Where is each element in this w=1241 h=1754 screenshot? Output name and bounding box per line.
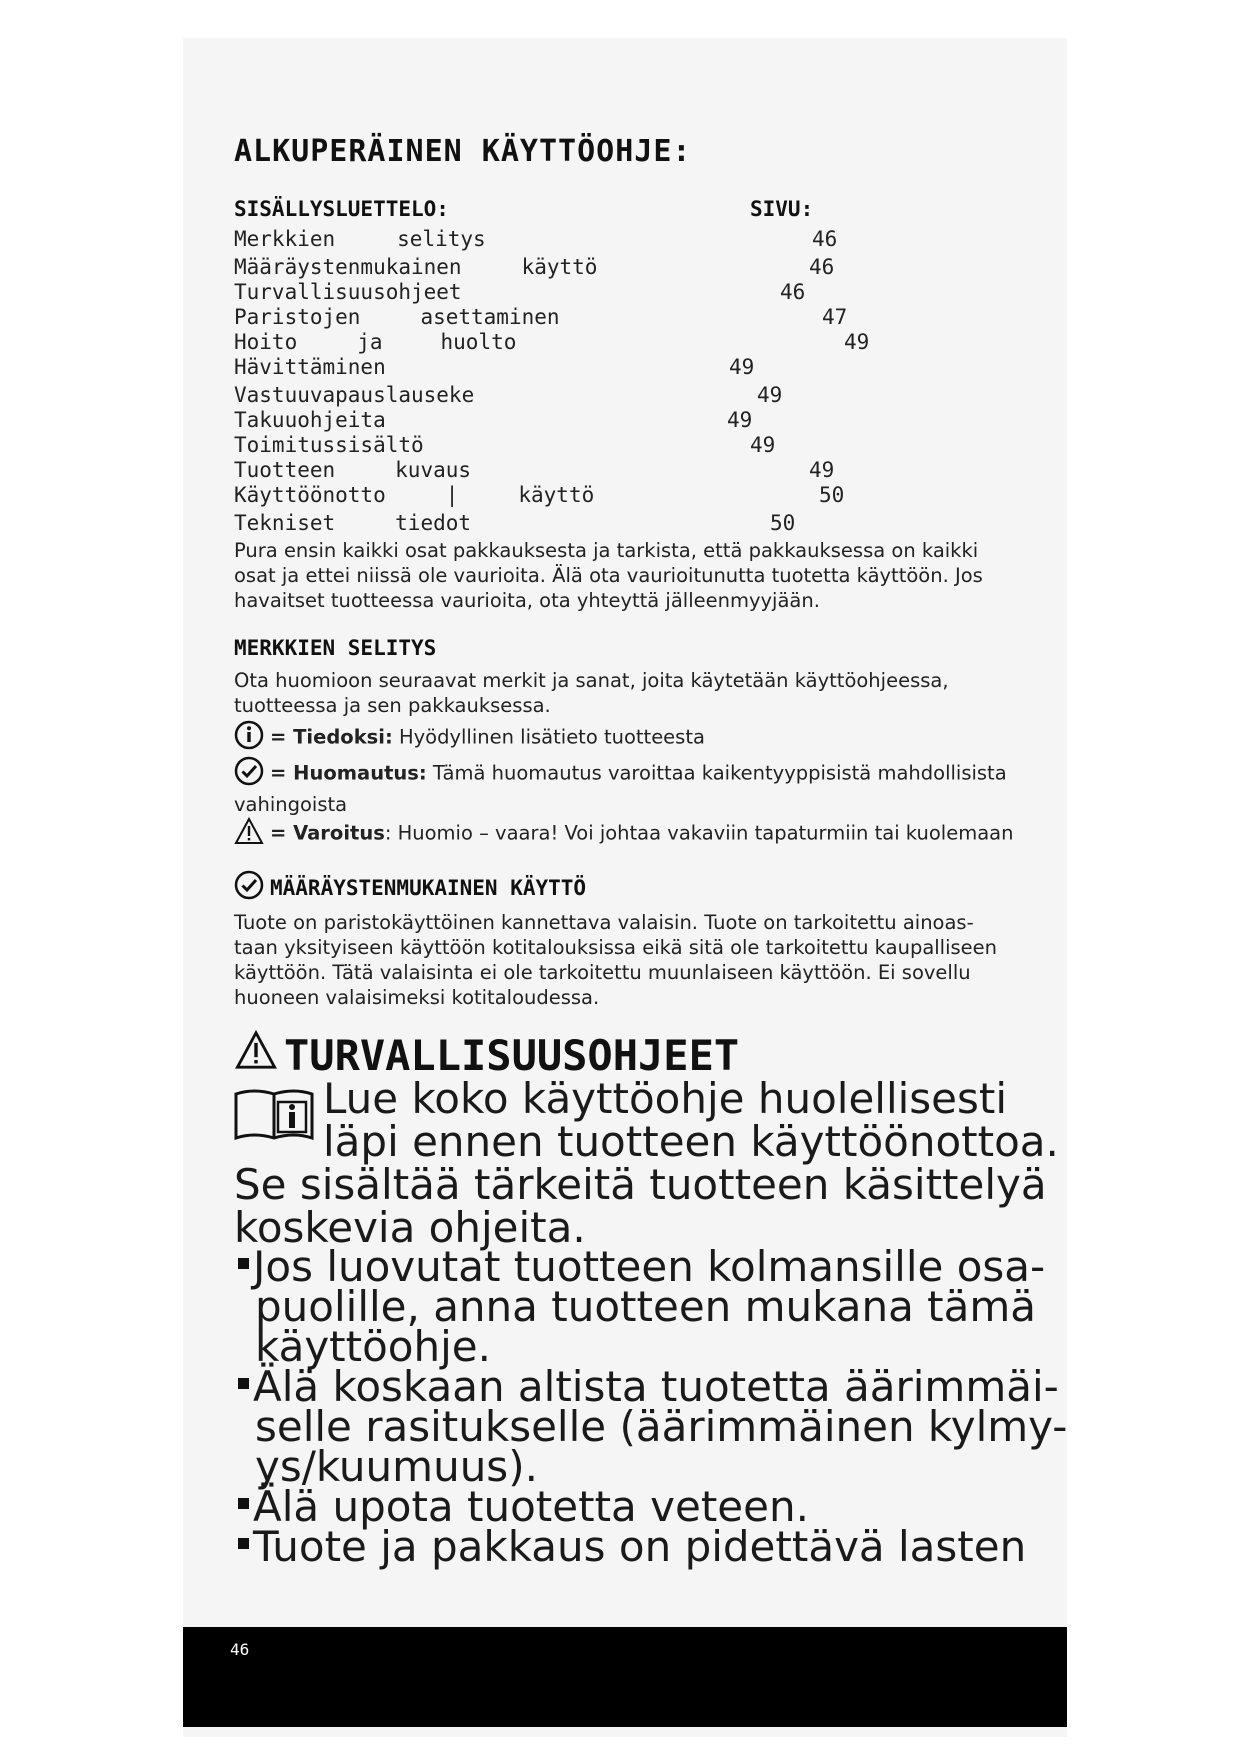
safety-bullet-continuation: käyttöohje. — [255, 1322, 491, 1371]
read-manual-icon — [234, 1084, 314, 1150]
safety-bullet: Älä koskaan altista tuotetta äärimmäi- — [238, 1366, 1059, 1408]
toc-item-page: 46 — [812, 227, 838, 251]
safety-bullet: Jos luovutat tuotteen kolmansille osa- — [238, 1246, 1045, 1288]
toc-item-page: 49 — [757, 383, 783, 407]
toc-page-header-label: SIVU: — [750, 197, 814, 221]
bullet-icon — [238, 1378, 249, 1389]
check-circle-icon — [234, 756, 264, 792]
symbols-intro: Ota huomioon seuraavat merkit ja sanat, joita käytetään käyttöohjeessa, tuotteessa ja sen pakkauksessa. — [234, 669, 949, 717]
toc-item: Hoito ja huolto — [234, 330, 517, 354]
safety-bullet: Tuote ja pakkaus on pidettävä lasten — [238, 1526, 1026, 1568]
toc-item: Toimitussisältö — [234, 433, 424, 457]
safety-paragraph-line: koskevia ohjeita. — [234, 1203, 586, 1252]
intended-use-heading: MÄÄRÄYSTENMUKAINEN KÄYTTÖ — [234, 870, 586, 905]
toc-item-page: 46 — [780, 280, 806, 304]
toc-item: Paristojen asettaminen — [234, 305, 560, 329]
read-manual-line: Lue koko käyttöohje huolellisesti — [323, 1074, 1008, 1123]
toc-item: Määräystenmukainen käyttö — [234, 255, 598, 279]
toc-item: Turvallisuusohjeet — [234, 280, 462, 304]
toc-item-page: 49 — [727, 408, 753, 432]
info-icon — [234, 720, 264, 756]
toc-item: Merkkien selitys — [234, 227, 486, 251]
symbols-heading: MERKKIEN SELITYS — [234, 636, 437, 660]
toc-item-page: 49 — [844, 330, 870, 354]
toc-item: Tekniset tiedot — [234, 511, 472, 535]
warning-symbol-row: = Varoitus: Huomio – vaara! Voi johtaa vakaviin tapaturmiin tai kuolemaan — [234, 817, 1054, 851]
toc-item: Vastuuvapauslauseke — [234, 383, 475, 407]
document-title: ALKUPERÄINEN KÄYTTÖOHJE: — [234, 134, 692, 169]
intro-paragraph: Pura ensin kaikki osat pakkauksesta ja tarkista, että pakkauksessa on kaikki osat ja ettei niissä ole vaurioita. Älä ota vaurioitunutta tuotetta käyttöön. Jos havaitset tuotteessa vaurioita, ota yhteyttä jälleenmyyjään. — [234, 539, 983, 612]
toc-item-page: 47 — [822, 305, 848, 329]
toc-item-page: 49 — [750, 433, 776, 457]
note-symbol-row: = Huomautus: Tämä huomautus varoittaa kaikentyyppisistä mahdollisista vahingoista — [234, 756, 1054, 817]
toc-item-page: 50 — [770, 511, 796, 535]
safety-bullet-continuation: ys/kuumuus). — [255, 1442, 538, 1491]
bullet-icon — [238, 1258, 249, 1269]
safety-bullet-continuation: selle rasitukselle (äärimmäinen kylmy- — [255, 1402, 1068, 1451]
page-footer-bar — [183, 1627, 1067, 1727]
toc-item: Tuotteen kuvaus — [234, 458, 472, 482]
check-circle-icon — [234, 870, 264, 905]
safety-bullet: Älä upota tuotetta veteen. — [238, 1486, 809, 1528]
toc-item: Takuuohjeita — [234, 408, 386, 432]
info-symbol-row: = Tiedoksi: Hyödyllinen lisätieto tuotteesta — [234, 720, 1054, 756]
safety-paragraph-line: Se sisältää tärkeitä tuotteen käsittelyä — [234, 1160, 1047, 1209]
read-manual-line: läpi ennen tuotteen käyttöönottoa. — [323, 1117, 1059, 1166]
toc-item: Hävittäminen — [234, 355, 386, 379]
bullet-icon — [238, 1538, 249, 1549]
page-number: 46 — [230, 1640, 250, 1659]
bullet-icon — [238, 1498, 249, 1509]
toc-item-page: 46 — [809, 255, 835, 279]
toc-item-page: 49 — [729, 355, 755, 379]
toc-item: Käyttöönotto | käyttö — [234, 483, 595, 507]
toc-header-label: SISÄLLYSLUETTELO: — [234, 197, 449, 221]
warning-triangle-icon — [234, 1030, 278, 1080]
safety-heading: TURVALLISUUSOHJEET — [234, 1030, 739, 1080]
warning-triangle-icon — [234, 817, 264, 851]
intended-use-paragraph: Tuote on paristokäyttöinen kannettava valaisin. Tuote on tarkoitettu ainoas- taan yksityiseen käyttöön kotitalouksissa eikä sitä ole tarkoitettu kaupalliseen käyttöön. Tätä valaisinta ei ole tarkoitettu muunlaiseen käyttöön. Ei sovellu huoneen valaisimeksi kotitaloudessa. — [234, 911, 998, 1009]
toc-item-page: 50 — [819, 483, 845, 507]
toc-item-page: 49 — [809, 458, 835, 482]
safety-bullet-continuation: puolille, anna tuotteen mukana tämä — [255, 1282, 1037, 1331]
